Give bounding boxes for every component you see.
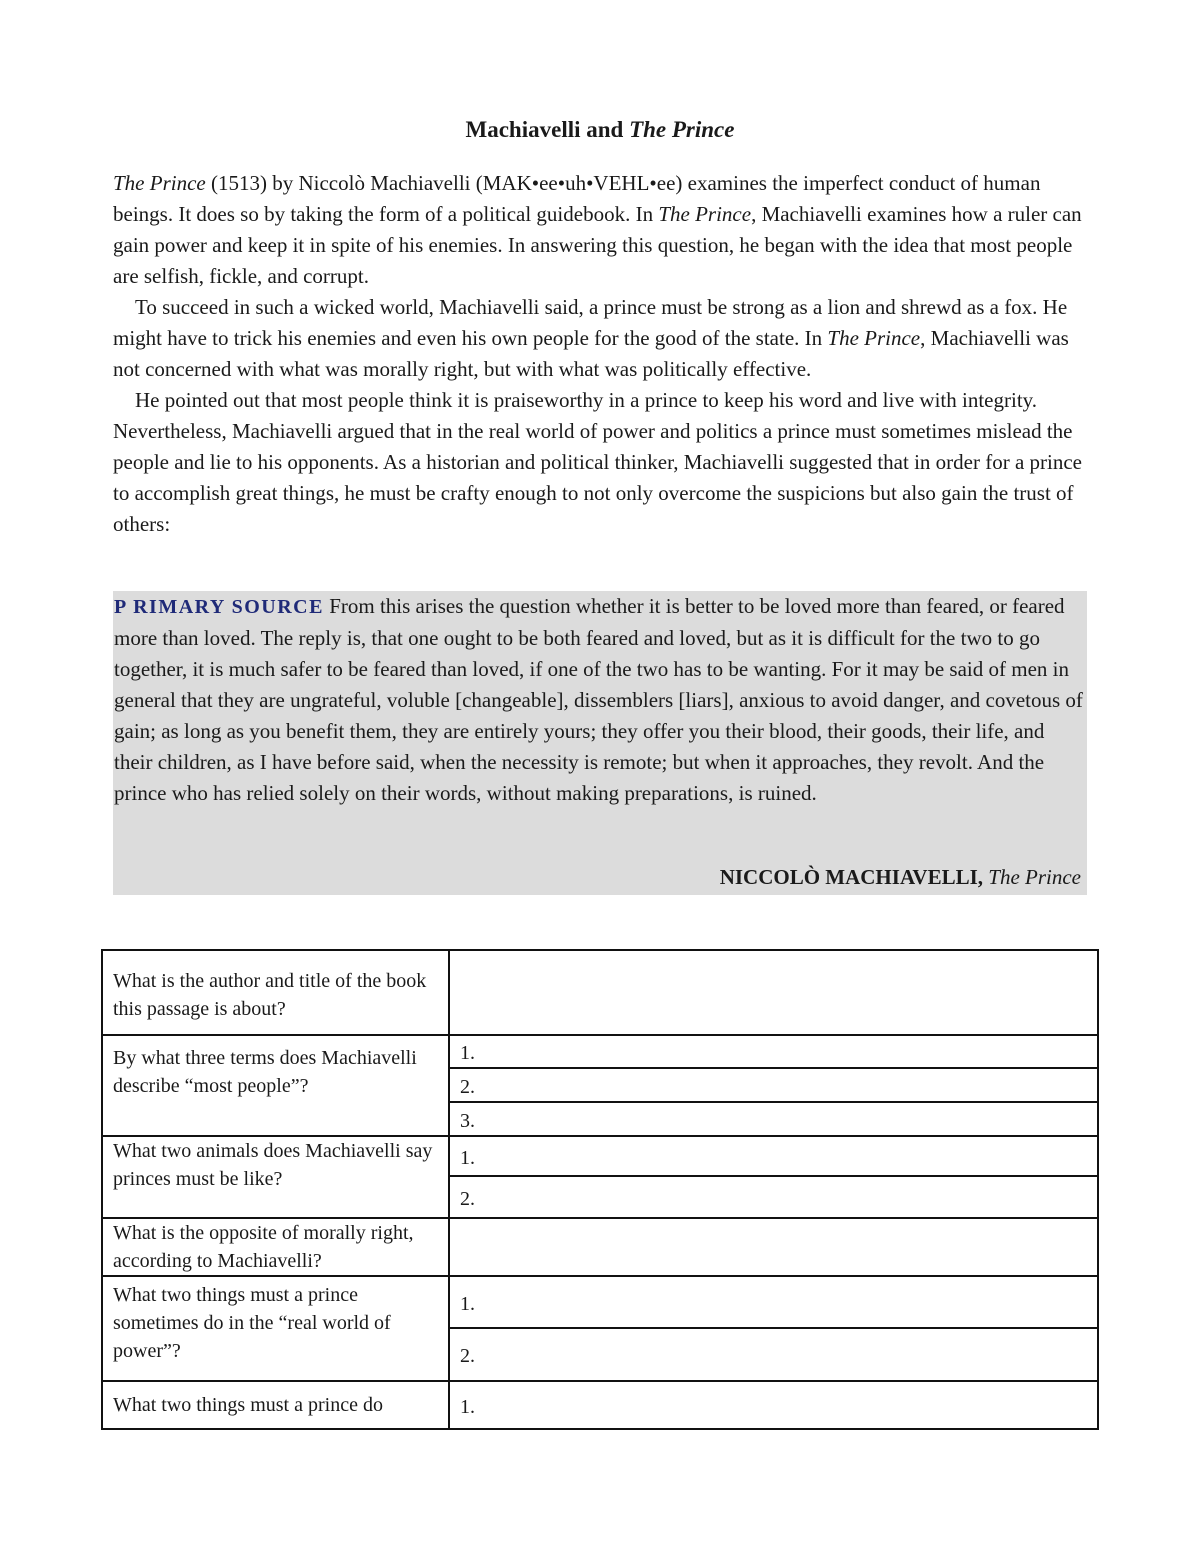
page-title-main: Machiavelli and [465, 117, 630, 142]
question-cell: What is the author and title of the book this passage is about? [102, 950, 449, 1035]
primary-source-text: From this arises the question whether it is better to be loved more than feared, or feared more than loved. The reply is, that one ought to be both feared and loved, but as it is difficult for the two to go together, it is much safer to be feared than loved, if one of the two has to be wanting. For it may be said of men in general that they are ungrateful, voluble [changeable], dissemblers [liars], anxious to avoid danger, and covetous of gain; as long as you benefit them, they are entirely yours; they offer you their blood, their goods, their life, and their children, as I have before said, when the necessity is remote; but when it approaches, they revolt. And the prince who has relied solely on their words, without making preparations, is ruined. [114, 594, 1083, 805]
answer-cell[interactable]: 2. [449, 1068, 1098, 1102]
table-row [102, 1218, 1098, 1276]
question-cell: What is the opposite of morally right, according to Machiavelli? [102, 1218, 449, 1276]
paragraph-2-text: To succeed in such a wicked world, Machiavelli said, a prince must be strong as a lion and shrewd as a fox. He might have to trick his enemies and even his own people for the good of the state. In [113, 295, 1068, 350]
table-row [102, 1136, 1098, 1176]
question-cell: By what three terms does Machiavelli describe “most people”? [102, 1035, 449, 1136]
paragraph-2 [113, 292, 1093, 385]
page-title [0, 114, 1200, 146]
answer-cell[interactable]: 2. [449, 1328, 1098, 1381]
answer-cell[interactable]: 2. [449, 1176, 1098, 1218]
answer-cell[interactable] [449, 950, 1098, 1035]
attribution-author: NICCOLÒ MACHIAVELLI, [719, 865, 984, 889]
paragraph-1 [113, 168, 1093, 292]
answer-cell[interactable]: 3. [449, 1102, 1098, 1136]
paragraph-3: He pointed out that most people think it is praiseworthy in a prince to keep his word and live with integrity. Nevertheless, Machiavelli argued that in the real world of power and politics a prince must sometimes mislead the people and lie to his opponents. As a historian and political thinker, Machiavelli suggested that in order for a prince to accomplish great things, he must be crafty enough to not only overcome the suspicions but also gain the trust of others: [113, 388, 1082, 536]
table-row [102, 1381, 1098, 1429]
answer-cell[interactable]: 1. [449, 1381, 1098, 1429]
question-cell: What two animals does Machiavelli say princes must be like? [102, 1136, 449, 1218]
paragraph-1-text-2: , Machiavelli examines how a ruler can gain power and keep it in spite of his enemies. In answering this question, he began with the idea that most people are selfish, fickle, and corrupt. [113, 202, 1082, 288]
primary-source-quote [114, 591, 1085, 809]
page-title-italic: The Prince [629, 117, 735, 142]
paragraph-2-text-2: , Machiavelli was not concerned with what was morally right, but with what was politically effective. [113, 326, 1069, 381]
answer-cell[interactable]: 1. [449, 1136, 1098, 1176]
attribution-title: The Prince [988, 865, 1081, 889]
primary-source-attribution [720, 862, 1081, 893]
answer-cell[interactable] [449, 1218, 1098, 1276]
answer-cell[interactable]: 1. [449, 1035, 1098, 1068]
primary-source-box [113, 591, 1087, 895]
table-row [102, 1276, 1098, 1328]
question-cell: What two things must a prince do [102, 1381, 449, 1429]
intro-text [113, 168, 1093, 540]
paragraph-1-text: (1513) by Niccolò Machiavelli (MAK•ee•uh•VEHL•ee) examines the imperfect conduct of human beings. It does so by taking the form of a political guidebook. In [113, 171, 1041, 226]
book-title: The Prince [658, 202, 752, 226]
primary-source-label: P RIMARY SOURCE [114, 596, 324, 618]
book-title: The Prince [827, 326, 921, 350]
question-cell: What two things must a prince sometimes do in the “real world of power”? [102, 1276, 449, 1381]
question-table [101, 949, 1099, 1430]
answer-cell[interactable]: 1. [449, 1276, 1098, 1328]
book-title: The Prince [113, 171, 206, 195]
table-row [102, 950, 1098, 1035]
table-row [102, 1035, 1098, 1068]
